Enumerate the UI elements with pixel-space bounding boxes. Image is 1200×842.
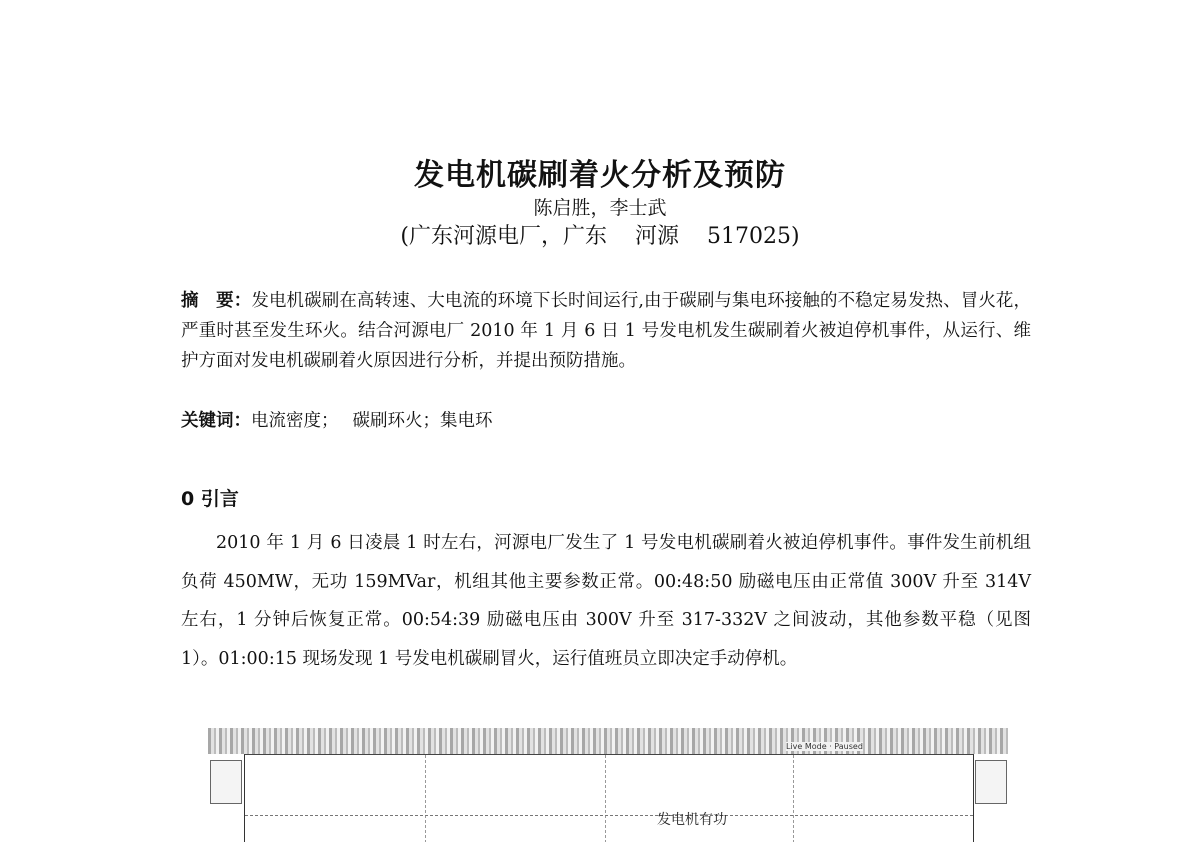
paper-affiliation <box>0 219 1200 250</box>
figure-gridline <box>605 755 606 842</box>
figure-mode-label: Live Mode · Paused <box>786 742 863 751</box>
paper-title: 发电机碳刷着火分析及预防 <box>414 158 786 193</box>
keywords-label: 关键词： <box>181 411 251 431</box>
abstract-text: 发电机碳刷在高转速、大电流的环境下长时间运行,由于碳刷与集电环接触的不稳定易发热、冒火花，严重时甚至发生环火。结合河源电厂 2010 年 1 月 6 日 1 号发电机发生碳刷着火被迫停机事件，从运行、维护方面对发电机碳刷着火原因进行分析，并提出预防措施。 <box>181 291 1032 371</box>
figure-1-trend-chart <box>208 728 1008 842</box>
abstract <box>181 286 1031 376</box>
affiliation-postcode: 517025) <box>707 224 800 249</box>
paper-authors: 陈启胜，李士武 <box>533 197 667 219</box>
affiliation-org: (广东河源电厂，广东 <box>400 224 607 249</box>
figure-left-scale-box <box>210 760 242 804</box>
figure-series-label: 发电机有功 <box>657 812 727 828</box>
keyword-item: 碳刷环火；集电环 <box>352 411 493 431</box>
figure-series-line <box>245 815 973 816</box>
figure-toolbar-band <box>208 728 1008 754</box>
keyword-item: 电流密度； <box>251 411 339 431</box>
affiliation-city: 河源 <box>635 224 680 249</box>
figure-gridline <box>793 755 794 842</box>
section-heading: 0 引言 <box>181 488 239 510</box>
intro-paragraph: 2010 年 1 月 6 日凌晨 1 时左右，河源电厂发生了 1 号发电机碳刷着火被迫停机事件。事件发生前机组负荷 450MW，无功 159MVar，机组其他主要参数正常。00:48:50 励磁电压由正常值 300V 升至 314V 左右，1 分钟后恢复正常。00:54:39 励磁电压由 300V 升至 317-332V 之间波动，其他参数平稳（见图 1）。01:00:15 现场发现 1 号发电机碳刷冒火，运行值班员立即决定手动停机。 <box>181 533 1031 669</box>
figure-gridline <box>425 755 426 842</box>
figure-plot-area <box>244 754 974 842</box>
keywords <box>181 406 1031 436</box>
abstract-label: 摘 要： <box>181 291 252 311</box>
figure-right-scale-box <box>975 760 1007 804</box>
